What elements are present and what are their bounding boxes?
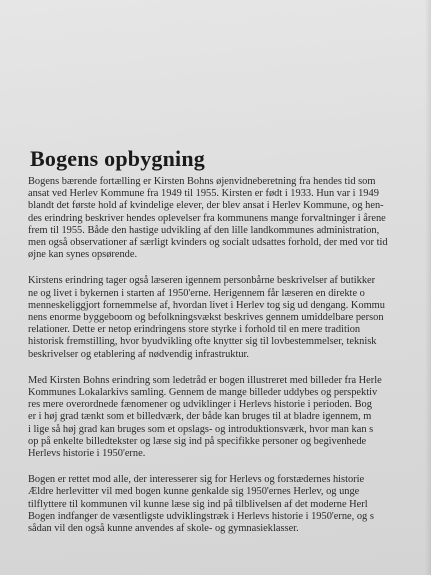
text-line: historisk fremstilling, hvor byudvikling ofte knytter sig til lovbestemmelser, teknisk (28, 336, 377, 348)
text-line: Med Kirsten Bohns erindring som ledetråd er bogen illustreret med billeder fra Herle (28, 374, 382, 386)
text-line: Bogens bærende fortælling er Kirsten Bohns øjenvidneberetning fra hendes tid som (28, 176, 376, 187)
text-line: men også observationer af særligt kvinders og socialt udsattes forhold, der med vor tid (28, 237, 388, 249)
text-line: Bogen er rettet mod alle, der interesserer sig for Herlevs og forstædernes historie (28, 474, 365, 486)
text-line: beskrivelser og etablering af nødvendig infrastruktur. (28, 348, 250, 360)
text-line: er i høj grad tænkt som et billedværk, der både kan bruges til at bladre igennem, m (28, 411, 372, 423)
text-line: i lige så høj grad kan bruges som et opslags- og introduktionsværk, hvor man kan s (28, 423, 374, 435)
page-content (28, 146, 431, 549)
text-line: op på enkelte billedtekster og læse sig ind på specifikke personer og begivenhede (28, 435, 367, 447)
text-line: res mere overordnede fænomener og udviklinger i Herlevs historie i perioden. Bog (28, 399, 372, 411)
text-line: Herlevs historie i 1950'erne. (28, 448, 146, 460)
paragraph-3 (28, 375, 431, 460)
text-line: Kommunes Lokalarkivs samling. Gennem de mange billeder uddybes og perspektiv (28, 387, 378, 399)
paragraph-2 (28, 275, 431, 360)
text-line: frem til 1955. Både den hastige udvikling af den lille landkommunes administration, (28, 224, 380, 236)
text-line: relationer. Dette er netop erindringens store styrke i forhold til en mere tradition (28, 324, 361, 336)
text-line: des erindring beskriver hendes oplevelser fra kommunens mange forvaltninger i årene (28, 212, 386, 224)
text-line: ne og livet i bykernen i starten af 1950'erne. Herigennem får læseren en direkte o (28, 287, 365, 299)
text-line: tilflyttere til kommunen vil kunne læse sig ind på tilblivelsen af det moderne Herl (28, 498, 368, 510)
text-line: Bogen indfanger de væsentligste udviklingstræk i Herlevs historie i 1950'erne, og s (28, 510, 374, 522)
paragraph-4 (28, 474, 431, 535)
text-line: nens enorme byggeboom og befolkningsvækst beskrives gennem umiddelbare person (28, 312, 384, 324)
text-line: ansat ved Herlev Kommune fra 1949 til 1955. Kirsten er født i 1933. Hun var i 1949 (28, 188, 379, 200)
text-line: sådan vil den også kunne anvendes af skole- og gymnasieklasser. (28, 523, 299, 535)
section-heading: Bogens opbygning (30, 146, 205, 171)
text-line: Kirstens erindring tager også læseren igennem personbårne beskrivelser af butikker (28, 275, 376, 287)
text-line: menneskeliggjort fornemmelse af, hvordan livet i Herlev tog sig ud dengang. Kommu (28, 299, 385, 311)
text-line: Ældre herlevitter vil med bogen kunne genkalde sig 1950'ernes Herlev, og unge (28, 486, 360, 498)
paragraph-1 (28, 176, 431, 261)
text-line: øjne kan synes opsørende. (28, 249, 138, 261)
text-line: blandt det første hold af kvindelige elever, der blev ansat i Herlev Kommune, og hen- (28, 200, 384, 212)
